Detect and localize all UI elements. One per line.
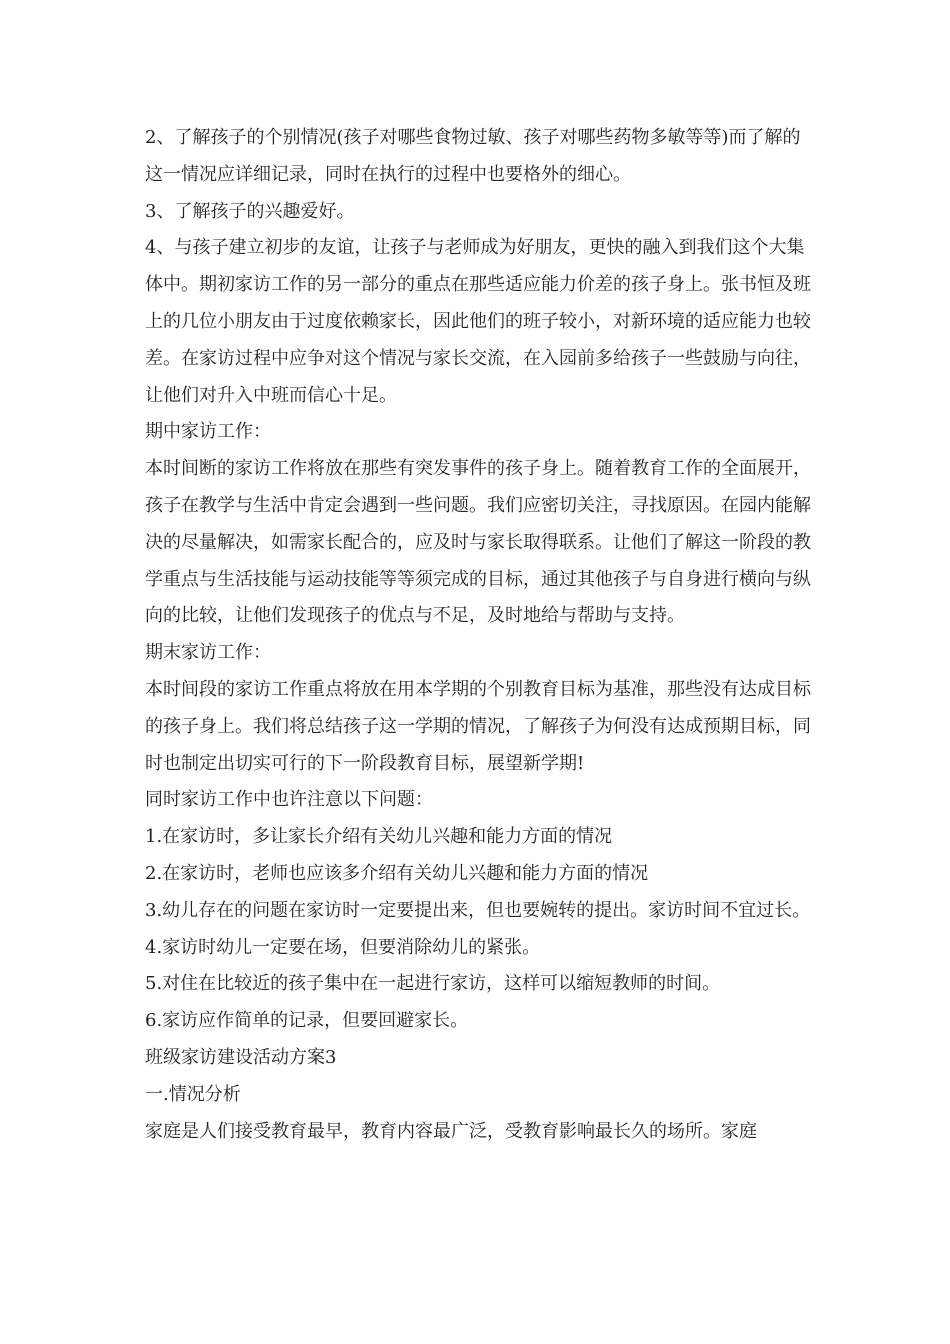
- paragraph-item-3: 3、了解孩子的兴趣爱好。: [145, 200, 355, 222]
- paragraph-item-2: 2、了解孩子的个别情况(孩子对哪些食物过敏、孩子对哪些药物多敏等等)而了解的这一情况应详细记录，同时在执行的过程中也要格外的细心。: [145, 127, 801, 185]
- plan-title: 班级家访建设活动方案3: [145, 1046, 337, 1068]
- note-item-5: 5.对住在比较近的孩子集中在一起进行家访，这样可以缩短教师的时间。: [145, 973, 721, 995]
- note-item-4: 4.家访时幼儿一定要在场，但要消除幼儿的紧张。: [145, 936, 541, 958]
- paragraph-analysis: 家庭是人们接受教育最早，教育内容最广泛，受教育影响最长久的场所。家庭: [145, 1120, 757, 1142]
- note-item-1: 1.在家访时，多让家长介绍有关幼儿兴趣和能力方面的情况: [145, 826, 613, 848]
- note-item-3: 3.幼儿存在的问题在家访时一定要提出来，但也要婉转的提出。家访时间不宜过长。: [145, 899, 811, 921]
- paragraph-item-4: 4、与孩子建立初步的友谊，让孩子与老师成为好朋友，更快的融入到我们这个大集体中。期初家访工作的另一部分的重点在那些适应能力价差的孩子身上。张书恒及班上的几位小朋友由于过度依赖家长，因此他们的班子较小，对新环境的适应能力也较差。在家访过程中应争对这个情况与家长交流，在入园前多给孩子一些鼓励与向往，让他们对升入中班而信心十足。: [145, 237, 811, 406]
- section-heading-final: 期末家访工作：: [145, 642, 271, 664]
- note-item-2: 2.在家访时，老师也应该多介绍有关幼儿兴趣和能力方面的情况: [145, 862, 649, 884]
- notes-heading: 同时家访工作中也许注意以下问题：: [145, 789, 433, 811]
- paragraph-final: 本时间段的家访工作重点将放在用本学期的个别教育目标为基准，那些没有达成目标的孩子身上。我们将总结孩子这一学期的情况，了解孩子为何没有达成预期目标，同时也制定出切实可行的下一阶段教育目标，展望新学期!: [145, 678, 811, 774]
- note-item-6: 6.家访应作简单的记录，但要回避家长。: [145, 1010, 469, 1032]
- document-body: [145, 120, 815, 1150]
- section-heading-midterm: 期中家访工作：: [145, 421, 271, 443]
- section-heading-analysis: 一.情况分析: [145, 1083, 241, 1105]
- paragraph-midterm: 本时间断的家访工作将放在那些有突发事件的孩子身上。随着教育工作的全面展开，孩子在教学与生活中肯定会遇到一些问题。我们应密切关注，寻找原因。在园内能解决的尽量解决，如需家长配合的，应及时与家长取得联系。让他们了解这一阶段的教学重点与生活技能与运动技能等等须完成的目标，通过其他孩子与自身进行横向与纵向的比较，让他们发现孩子的优点与不足，及时地给与帮助与支持。: [145, 458, 811, 627]
